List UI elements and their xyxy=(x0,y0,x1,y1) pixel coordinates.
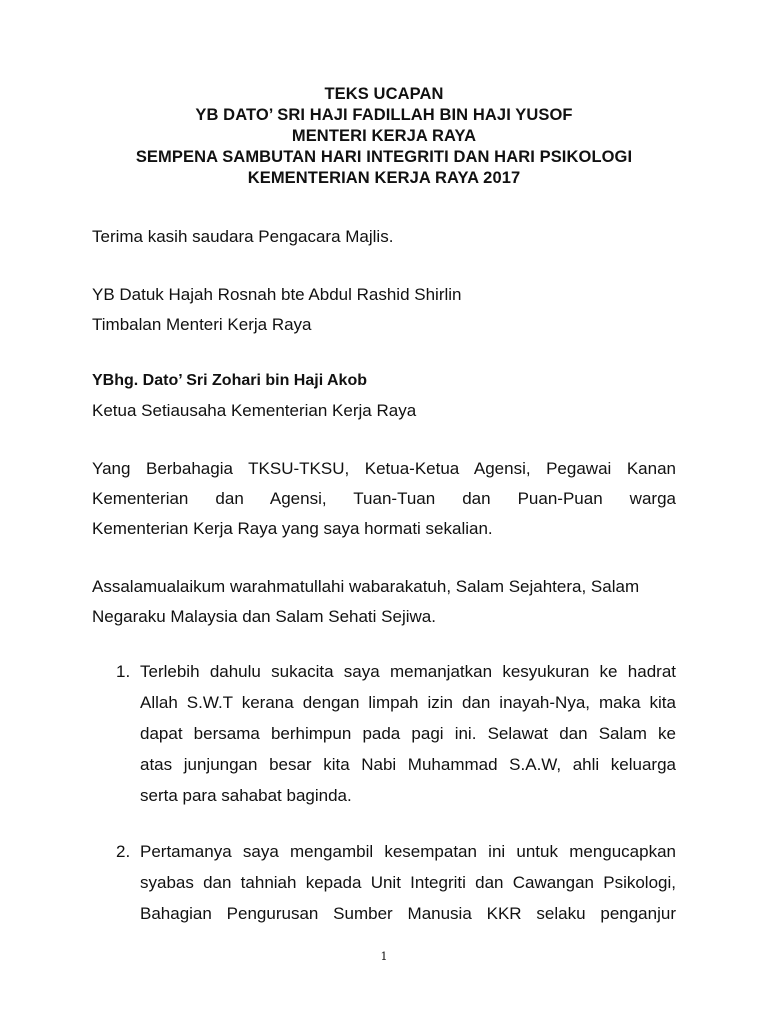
list-item-2 xyxy=(92,836,676,929)
guest-2-title: Ketua Setiausaha Kementerian Kerja Raya xyxy=(92,401,417,420)
salam-line: Assalamualaikum warahmatullahi wabarakatuh, Salam Sejahtera, Salam xyxy=(92,577,640,596)
list-item-line: dapat bersama berhimpun pada pagi ini. Selawat dan Salam ke xyxy=(140,724,676,743)
header-line-2: YB DATO’ SRI HAJI FADILLAH BIN HAJI YUSOF xyxy=(195,106,573,124)
audience-line: Yang Berbahagia TKSU-TKSU, Ketua-Ketua Agensi, Pegawai Kanan xyxy=(92,459,676,478)
greeting-text: Terima kasih saudara Pengacara Majlis. xyxy=(92,227,394,246)
guest-1-block xyxy=(92,280,676,340)
list-item-line: Pertamanya saya mengambil kesempatan ini untuk mengucapkan xyxy=(140,842,676,861)
header-line-1: TEKS UCAPAN xyxy=(324,85,444,103)
guest-2-name: YBhg. Dato’ Sri Zohari bin Haji Akob xyxy=(92,372,367,389)
speech-header xyxy=(92,84,676,189)
list-item-line: Terlebih dahulu sukacita saya memanjatkan kesyukuran ke hadrat xyxy=(140,662,676,681)
page-number: 1 xyxy=(380,950,388,963)
header-line-3: MENTERI KERJA RAYA xyxy=(291,127,477,145)
list-item-1 xyxy=(92,656,676,811)
header-line-4: SEMPENA SAMBUTAN HARI INTEGRITI DAN HARI PSIKOLOGI xyxy=(135,148,633,166)
audience-line: Kementerian Kerja Raya yang saya hormati sekalian. xyxy=(92,519,493,538)
list-item-line: Bahagian Pengurusan Sumber Manusia KKR selaku penganjur xyxy=(140,904,676,923)
numbered-list xyxy=(92,656,676,811)
guest-2-block xyxy=(92,366,676,426)
header-line-5: KEMENTERIAN KERJA RAYA 2017 xyxy=(247,169,521,187)
list-item-number: 1. xyxy=(116,662,131,681)
list-item-line: serta para sahabat baginda. xyxy=(140,786,352,805)
audience-line: Kementerian dan Agensi, Tuan-Tuan dan Puan-Puan warga xyxy=(92,489,676,508)
list-item-line: atas junjungan besar kita Nabi Muhammad S.A.W, ahli keluarga xyxy=(140,755,676,774)
salam-paragraph xyxy=(92,572,676,632)
guest-1-name: YB Datuk Hajah Rosnah bte Abdul Rashid Shirlin xyxy=(92,285,462,304)
list-item-line: syabas dan tahniah kepada Unit Integriti dan Cawangan Psikologi, xyxy=(140,873,676,892)
list-item-line: Allah S.W.T kerana dengan limpah izin dan inayah-Nya, maka kita xyxy=(140,693,676,712)
numbered-list-continued xyxy=(92,836,676,929)
list-item-number: 2. xyxy=(116,842,131,861)
audience-paragraph xyxy=(92,454,676,544)
salam-line: Negaraku Malaysia dan Salam Sehati Sejiwa. xyxy=(92,607,436,626)
guest-1-title: Timbalan Menteri Kerja Raya xyxy=(92,315,312,334)
greeting-paragraph xyxy=(92,222,676,252)
